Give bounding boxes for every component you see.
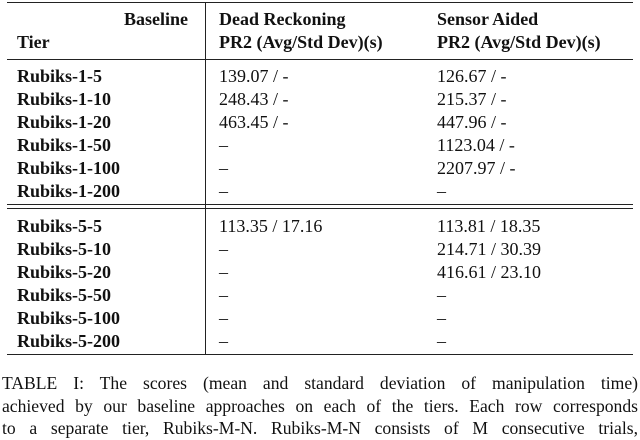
- dead-reckoning-cell: –: [219, 262, 228, 282]
- dead-reckoning-cell: 463.45 / -: [219, 112, 289, 132]
- header-rule: [7, 59, 633, 60]
- tier-cell: Rubiks-1-10: [17, 89, 112, 109]
- tier-cell: Rubiks-5-100: [17, 308, 121, 328]
- column-separator: [205, 2, 206, 354]
- header-sensor-aided: [437, 8, 601, 54]
- sensor-aided-cell: 215.37 / -: [437, 89, 507, 109]
- sensor-aided-cell: 447.96 / -: [437, 112, 507, 132]
- sensor-aided-cell: 1123.04 / -: [437, 135, 515, 155]
- table-caption: [2, 372, 638, 440]
- dead-reckoning-cell: –: [219, 158, 228, 178]
- sensor-aided-cell: 416.61 / 23.10: [437, 262, 542, 282]
- sensor-aided-cell: 113.81 / 18.35: [437, 216, 541, 236]
- header-dead-reckoning-line2: PR2 (Avg/Std Dev)(s): [219, 32, 383, 52]
- sensor-aided-cell: –: [437, 308, 446, 328]
- tier-cell: Rubiks-1-20: [17, 112, 112, 132]
- dead-reckoning-cell: 113.35 / 17.16: [219, 216, 323, 236]
- dead-reckoning-cell: –: [219, 285, 228, 305]
- group-divider-rule-2: [7, 208, 633, 209]
- caption-line-3: to a separate tier, Rubiks-M-N. Rubiks-M-N consists of M consecutive trials,: [2, 418, 638, 438]
- dead-reckoning-cell: 248.43 / -: [219, 89, 289, 109]
- sensor-aided-cell: –: [437, 331, 446, 351]
- sensor-aided-cell: 2207.97 / -: [437, 158, 516, 178]
- tier-cell: Rubiks-1-200: [17, 181, 121, 201]
- dead-reckoning-cell: 139.07 / -: [219, 66, 289, 86]
- tier-cell: Rubiks-1-100: [17, 158, 121, 178]
- tier-cell: Rubiks-5-20: [17, 262, 112, 282]
- group-divider-rule: [7, 204, 633, 205]
- tier-cell: Rubiks-1-50: [17, 135, 112, 155]
- top-rule: [7, 2, 633, 3]
- header-sensor-aided-line1: Sensor Aided: [437, 9, 539, 29]
- sensor-aided-cell: 214.71 / 30.39: [437, 239, 542, 259]
- header-dead-reckoning: [219, 8, 383, 54]
- caption-line-2: achieved by our baseline approaches on each of the tiers. Each row corresponds: [2, 395, 638, 416]
- sensor-aided-cell: –: [437, 285, 446, 305]
- dead-reckoning-cell: –: [219, 181, 228, 201]
- bottom-rule: [7, 354, 633, 355]
- sensor-aided-cell: 126.67 / -: [437, 66, 507, 86]
- dead-reckoning-cell: –: [219, 331, 228, 351]
- tier-cell: Rubiks-5-10: [17, 239, 112, 259]
- header-baseline: Baseline: [123, 9, 188, 29]
- tier-cell: Rubiks-5-50: [17, 285, 112, 305]
- caption-line-1: TABLE I: The scores (mean and standard deviation of manipulation time): [2, 373, 638, 393]
- tier-cell: Rubiks-5-5: [17, 216, 103, 236]
- header-dead-reckoning-line1: Dead Reckoning: [219, 9, 346, 29]
- tier-cell: Rubiks-5-200: [17, 331, 121, 351]
- dead-reckoning-cell: –: [219, 239, 228, 259]
- tier-cell: Rubiks-1-5: [17, 66, 103, 86]
- header-sensor-aided-line2: PR2 (Avg/Std Dev)(s): [437, 32, 601, 52]
- dead-reckoning-cell: –: [219, 135, 228, 155]
- header-tier: Tier: [17, 32, 50, 52]
- dead-reckoning-cell: –: [219, 308, 228, 328]
- sensor-aided-cell: –: [437, 181, 446, 201]
